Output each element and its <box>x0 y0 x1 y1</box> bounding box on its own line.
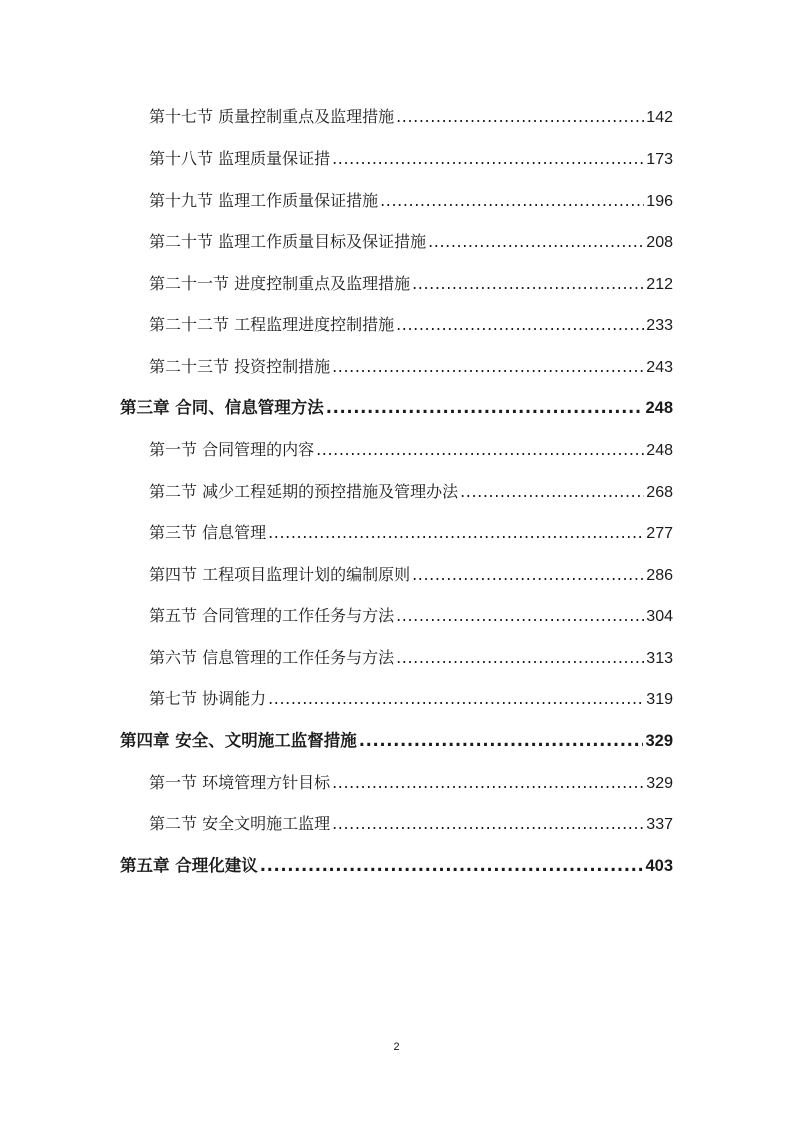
toc-entry-page: 286 <box>646 567 673 584</box>
toc-dot-leader <box>332 811 644 837</box>
toc-entry-title: 第二节 安全文明施工监理 <box>149 814 331 833</box>
toc-entry[interactable] <box>149 603 673 629</box>
toc-entry-title: 第五节 合同管理的工作任务与方法 <box>149 606 395 625</box>
toc-entry[interactable] <box>149 479 673 505</box>
toc-entry[interactable] <box>149 811 673 837</box>
toc-dot-leader <box>380 188 644 214</box>
toc-entry-page: 142 <box>646 109 673 126</box>
toc-entry-title: 第十八节 监理质量保证措 <box>149 149 331 168</box>
toc-entry[interactable] <box>149 770 673 796</box>
toc-entry-page: 196 <box>646 193 673 210</box>
toc-chapter-entry[interactable] <box>120 395 673 421</box>
toc-entry-page: 208 <box>646 234 673 251</box>
toc-chapter-title: 第三章 合同、信息管理方法 <box>120 398 324 417</box>
toc-entry-page: 329 <box>646 775 673 792</box>
toc-entry-page: 277 <box>646 525 673 542</box>
toc-entry-page: 248 <box>646 442 673 459</box>
toc-dot-leader <box>268 520 644 546</box>
toc-entry[interactable] <box>149 312 673 338</box>
toc-dot-leader <box>396 603 644 629</box>
toc-entry-page: 337 <box>646 816 673 833</box>
toc-entry-page: 313 <box>646 650 673 667</box>
toc-chapter-page: 329 <box>645 732 673 750</box>
toc-entry-page: 319 <box>646 691 673 708</box>
toc-entry-title: 第七节 协调能力 <box>149 689 267 708</box>
toc-entry-title: 第二十三节 投资控制措施 <box>149 357 331 376</box>
toc-entry[interactable] <box>149 645 673 671</box>
toc-entry[interactable] <box>149 686 673 712</box>
toc-chapter-entry[interactable] <box>120 728 673 754</box>
toc-entry-page: 212 <box>646 276 673 293</box>
toc-dot-leader <box>268 686 644 712</box>
toc-entry-page: 173 <box>646 151 673 168</box>
toc-entry-title: 第四节 工程项目监理计划的编制原则 <box>149 565 411 584</box>
toc-entry[interactable] <box>149 146 673 172</box>
toc-dot-leader <box>396 312 644 338</box>
toc-dot-leader <box>332 770 644 796</box>
toc-entry-title: 第十七节 质量控制重点及监理措施 <box>149 107 395 126</box>
toc-entry-title: 第二十一节 进度控制重点及监理措施 <box>149 274 411 293</box>
toc-entry-page: 268 <box>646 484 673 501</box>
toc-entry-title: 第三节 信息管理 <box>149 523 267 542</box>
toc-entry[interactable] <box>149 437 673 463</box>
toc-chapter-page: 403 <box>645 857 673 875</box>
toc-entry[interactable] <box>149 520 673 546</box>
toc-chapter-title: 第五章 合理化建议 <box>120 856 258 875</box>
toc-entry-page: 243 <box>646 359 673 376</box>
toc-entry[interactable] <box>149 562 673 588</box>
toc-entry[interactable] <box>149 229 673 255</box>
toc-entry-page: 304 <box>646 608 673 625</box>
toc-entry[interactable] <box>149 354 673 380</box>
toc-dot-leader <box>396 645 644 671</box>
toc-dot-leader <box>316 437 644 463</box>
toc-dot-leader <box>359 728 644 754</box>
toc-entry-title: 第二十二节 工程监理进度控制措施 <box>149 315 395 334</box>
toc-chapter-title: 第四章 安全、文明施工监督措施 <box>120 731 357 750</box>
toc-entry-title: 第二节 减少工程延期的预控措施及管理办法 <box>149 482 459 501</box>
toc-entry[interactable] <box>149 188 673 214</box>
toc-dot-leader <box>396 104 644 130</box>
toc-dot-leader <box>332 146 644 172</box>
toc-entry-title: 第二十节 监理工作质量目标及保证措施 <box>149 232 427 251</box>
toc-entry[interactable] <box>149 104 673 130</box>
toc-dot-leader <box>428 229 644 255</box>
toc-entry-title: 第六节 信息管理的工作任务与方法 <box>149 648 395 667</box>
toc-entry[interactable] <box>149 271 673 297</box>
toc-entry-page: 233 <box>646 317 673 334</box>
toc-dot-leader <box>412 271 644 297</box>
toc-chapter-entry[interactable] <box>120 853 673 879</box>
toc-entry-title: 第一节 合同管理的内容 <box>149 440 315 459</box>
toc-dot-leader <box>326 395 644 421</box>
toc-chapter-page: 248 <box>645 399 673 417</box>
toc-dot-leader <box>332 354 644 380</box>
toc-entry-title: 第十九节 监理工作质量保证措施 <box>149 191 379 210</box>
toc-dot-leader <box>260 853 644 879</box>
page-number: 2 <box>393 1041 400 1053</box>
toc-entry-title: 第一节 环境管理方针目标 <box>149 773 331 792</box>
toc-dot-leader <box>460 479 644 505</box>
toc-dot-leader <box>412 562 644 588</box>
